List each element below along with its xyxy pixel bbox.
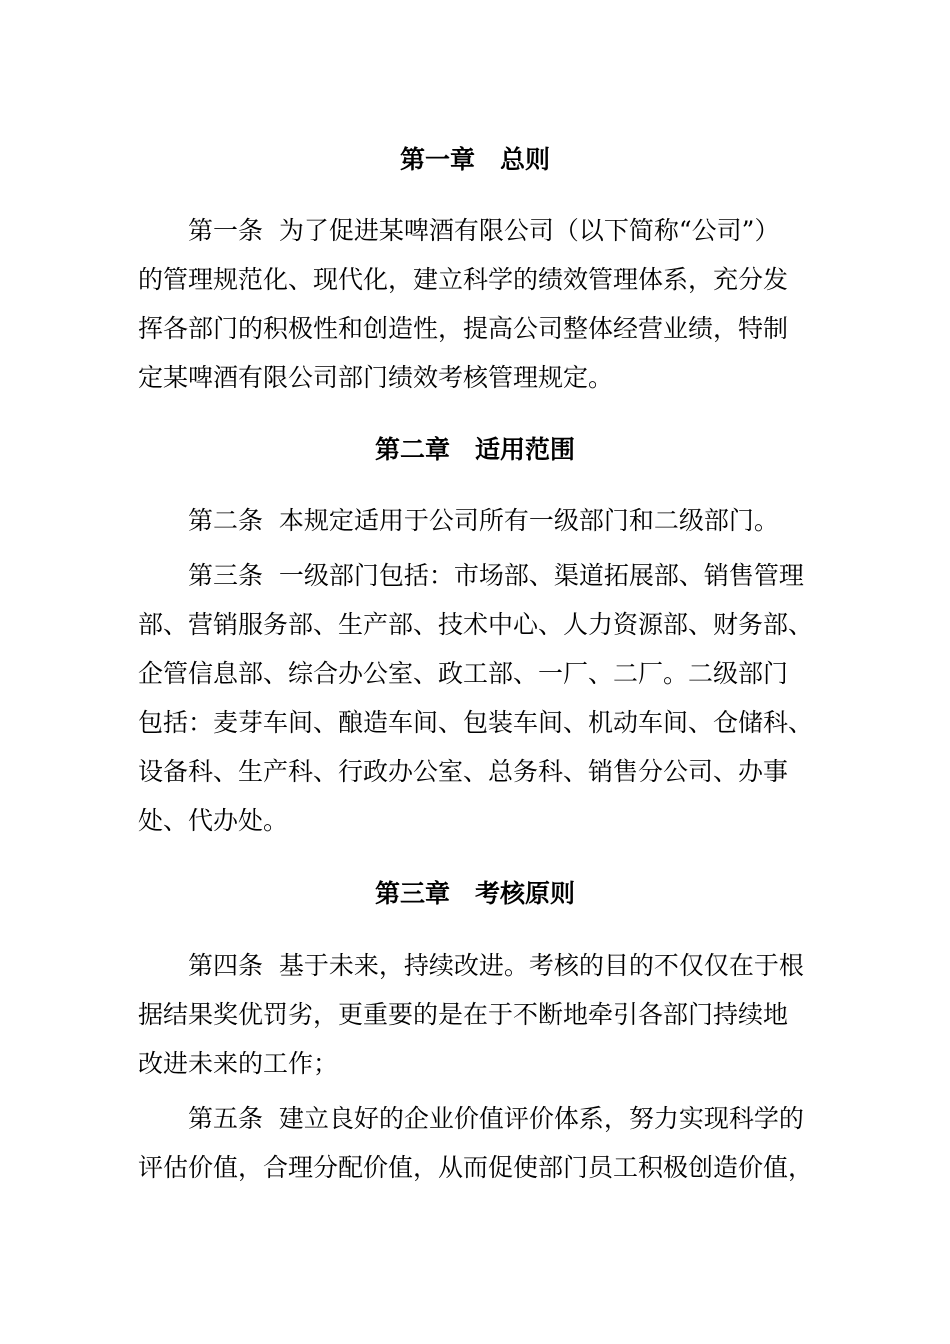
article-line: 的管理规范化、现代化，建立科学的绩效管理体系，充分发 — [138, 265, 789, 294]
article-2 — [138, 496, 838, 545]
article-line: 评估价值，合理分配价值，从而促使部门员工积极创造价值， — [138, 1153, 814, 1182]
article-4 — [138, 941, 838, 1088]
article-line: 包括：麦芽车间、酿造车间、包装车间、机动车间、仓储科、 — [138, 708, 814, 737]
article-line: 第三条 一级部门包括：市场部、渠道拓展部、销售管理 — [138, 561, 804, 590]
article-5 — [138, 1094, 838, 1192]
article-3 — [138, 551, 838, 845]
article-line: 据结果奖优罚劣，更重要的是在于不断地牵引各部门持续地 — [138, 1000, 789, 1029]
article-line: 挥各部门的积极性和创造性，提高公司整体经营业绩，特制 — [138, 314, 789, 343]
article-line: 第五条 建立良好的企业价值评价体系，努力实现科学的 — [138, 1104, 804, 1133]
article-line: 改进未来的工作； — [138, 1049, 339, 1078]
article-line: 部、营销服务部、生产部、技术中心、人力资源部、财务部、 — [138, 610, 814, 639]
article-line: 企管信息部、综合办公室、政工部、一厂、二厂。二级部门 — [138, 659, 789, 688]
chapter-2-title: 第二章 适用范围 — [374, 435, 575, 464]
article-line: 处、代办处。 — [138, 806, 289, 835]
article-line: 第二条 本规定适用于公司所有一级部门和二级部门。 — [138, 506, 779, 535]
article-line: 设备科、生产科、行政办公室、总务科、销售分公司、办事 — [138, 757, 789, 786]
article-1 — [138, 206, 838, 402]
article-line: 定某啤酒有限公司部门绩效考核管理规定。 — [138, 363, 614, 392]
chapter-3-title: 第三章 考核原则 — [374, 879, 575, 908]
article-line: 第一条 为了促进某啤酒有限公司（以下简称“公司”） — [138, 216, 780, 245]
chapter-1-title: 第一章 总则 — [399, 145, 550, 174]
article-line: 第四条 基于未来，持续改进。考核的目的不仅仅在于根 — [138, 951, 804, 980]
